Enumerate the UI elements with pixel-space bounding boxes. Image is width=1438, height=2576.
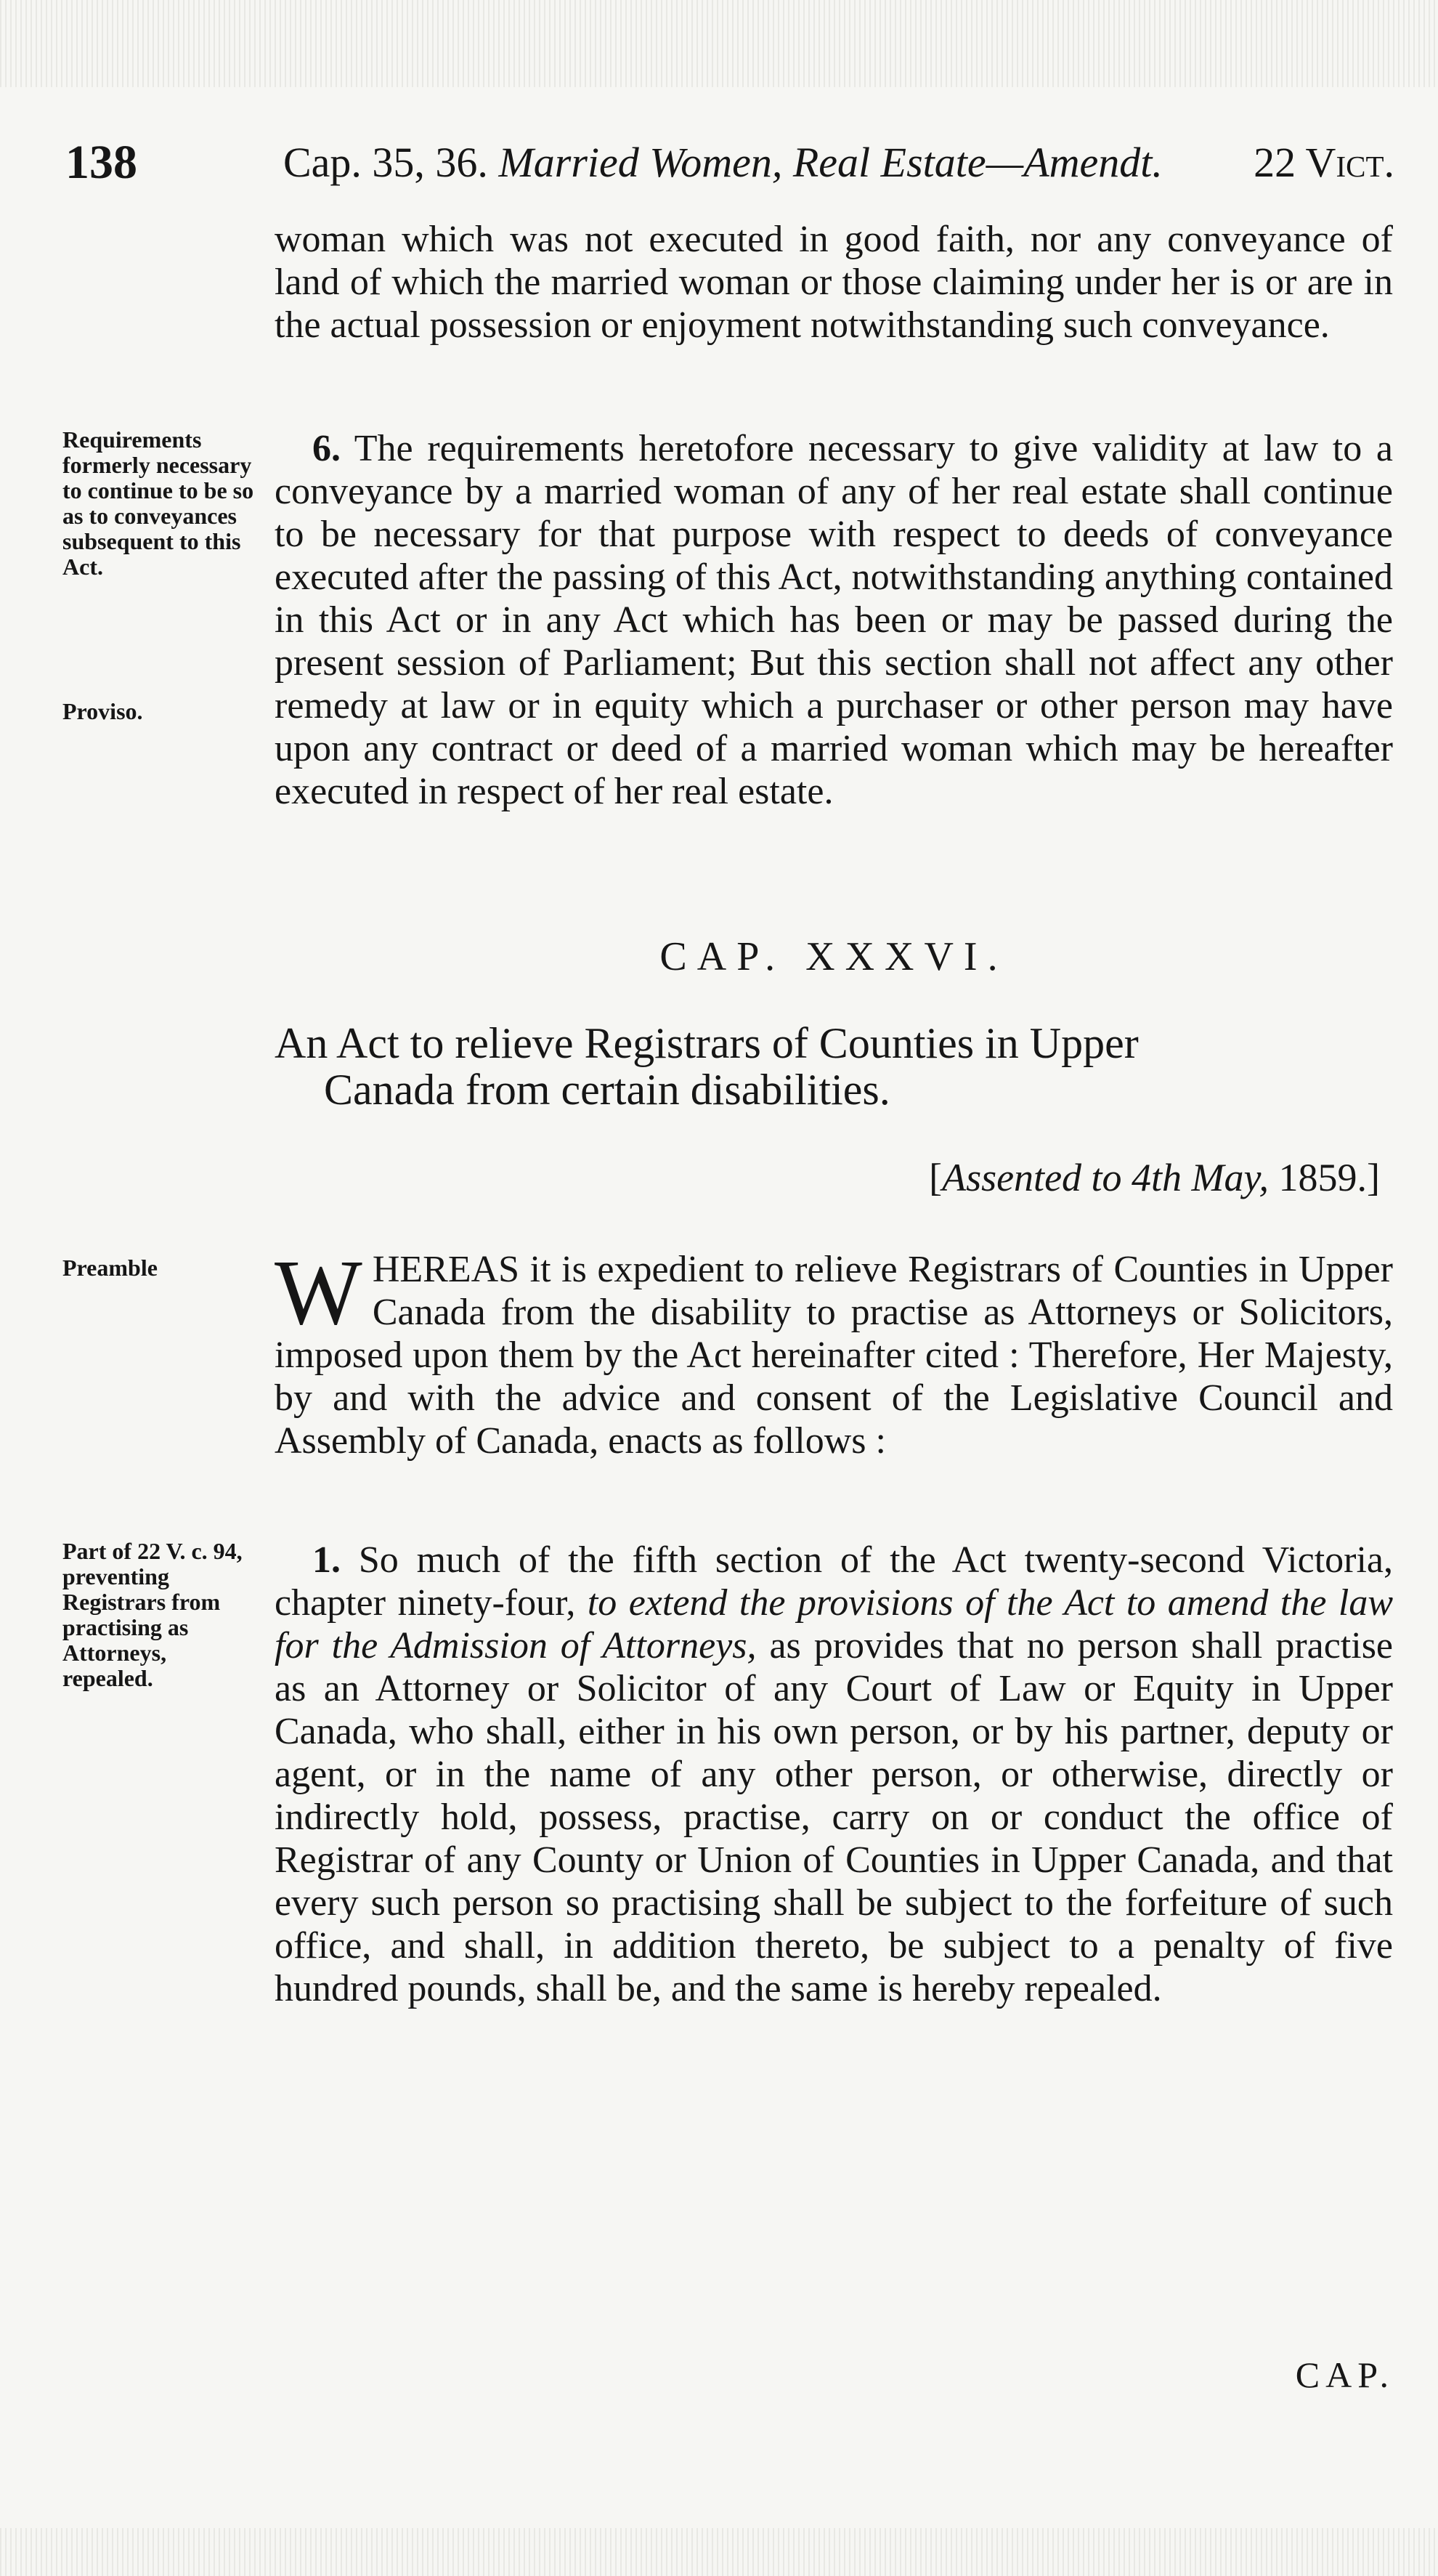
section-1-text-a: So much of the fifth section of the Act twenty-second Victoria, chapter ninety-four, (275, 1539, 1393, 1624)
section-1 (275, 1539, 1393, 2010)
assent-italic: Assented to 4th May, (942, 1156, 1270, 1199)
margin-note-section6: Requirements formerly necessary to continue to be so as to conveyances subsequent to this Act. (62, 426, 254, 580)
section-6-text: The requirements heretofore necessary to give validity at law to a conveyance by a married woman of any of her real estate shall continue to be necessary for that purpose with respect to deeds of conveyance executed after the passing of this Act, notwithstanding anything contained in this Act or in any Act which has been or may be passed during the present session of Parliament; But this section shall not affect any other remedy at law or in equity which a purchaser or other person may have upon any contract or deed of a married woman which may be hereafter executed in respect of her real estate. (275, 428, 1393, 812)
act-title (275, 1020, 1393, 1113)
preamble-text: HEREAS it is expedient to relieve Registrars of Counties in Upper Canada from the disability to practise as Attorneys or Solicitors, imposed upon them by the Act hereinafter cited : Therefore, Her Majesty, by and with the advice and consent of the Legislative Council and Assembly of Canada, enacts as follows : (275, 1249, 1393, 1462)
assent-bracket: [ (929, 1156, 943, 1199)
assent-year: 1859.] (1278, 1156, 1380, 1199)
act-title-line1: An Act to relieve Registrars of Counties in Upper (275, 1019, 1139, 1067)
running-header (65, 132, 1402, 193)
section-1-cited-title: to extend the provisions of the Act to amend the law for the Admission of Attorneys, (275, 1582, 1394, 1666)
margin-note-proviso: Proviso. (62, 698, 143, 724)
regnal-year: 22 Vict. (1254, 139, 1394, 186)
margin-note-preamble: Preamble (62, 1255, 158, 1281)
margin-note-section1: Part of 22 V. c. 94, preventing Registrars from practising as Attorneys, repealed. (62, 1538, 243, 1691)
chapter-ref: Cap. 35, 36. (283, 139, 488, 186)
assent-date (799, 1152, 1380, 1203)
catchword: CAP. (1295, 2354, 1394, 2395)
act-short-title: Married Women, Real Estate—Amendt. (498, 139, 1163, 186)
section-6 (275, 427, 1393, 813)
section-6-number: 6. (312, 428, 341, 469)
scan-noise-bottom (0, 2528, 1438, 2576)
continuation-text: woman which was not executed in good faith, nor any conveyance of land of which the married woman or those claiming under her is or are in the actual possession or enjoyment notwithstanding such conveyance. (275, 219, 1393, 346)
running-title (283, 132, 1163, 193)
act-title-line2: Canada from certain disabilities. (324, 1066, 890, 1114)
scan-noise-top (0, 0, 1438, 87)
page-number: 138 (65, 136, 137, 189)
chapter-heading: CAP. XXXVI. (659, 934, 1008, 979)
section-1-number: 1. (312, 1539, 341, 1581)
drop-cap: W (275, 1241, 362, 1344)
preamble (275, 1241, 1393, 1462)
continuation-paragraph (275, 218, 1393, 347)
section-1-text-b: as provides that no person shall practise as an Attorney or Solicitor of any Court of Law or Equity in Upper Canada, who shall, either in his own person, or by his partner, deputy or agent, or in the name of any other person, or otherwise, directly or indirectly hold, possess, practise, carry on or conduct the office of Registrar of any County or Union of Counties in Upper Canada, and that every such person so practising shall be subject to the forfeiture of such office, and shall, in addition thereto, be subject to a penalty of five hundred pounds, shall be, and the same is hereby repealed. (275, 1625, 1394, 2009)
